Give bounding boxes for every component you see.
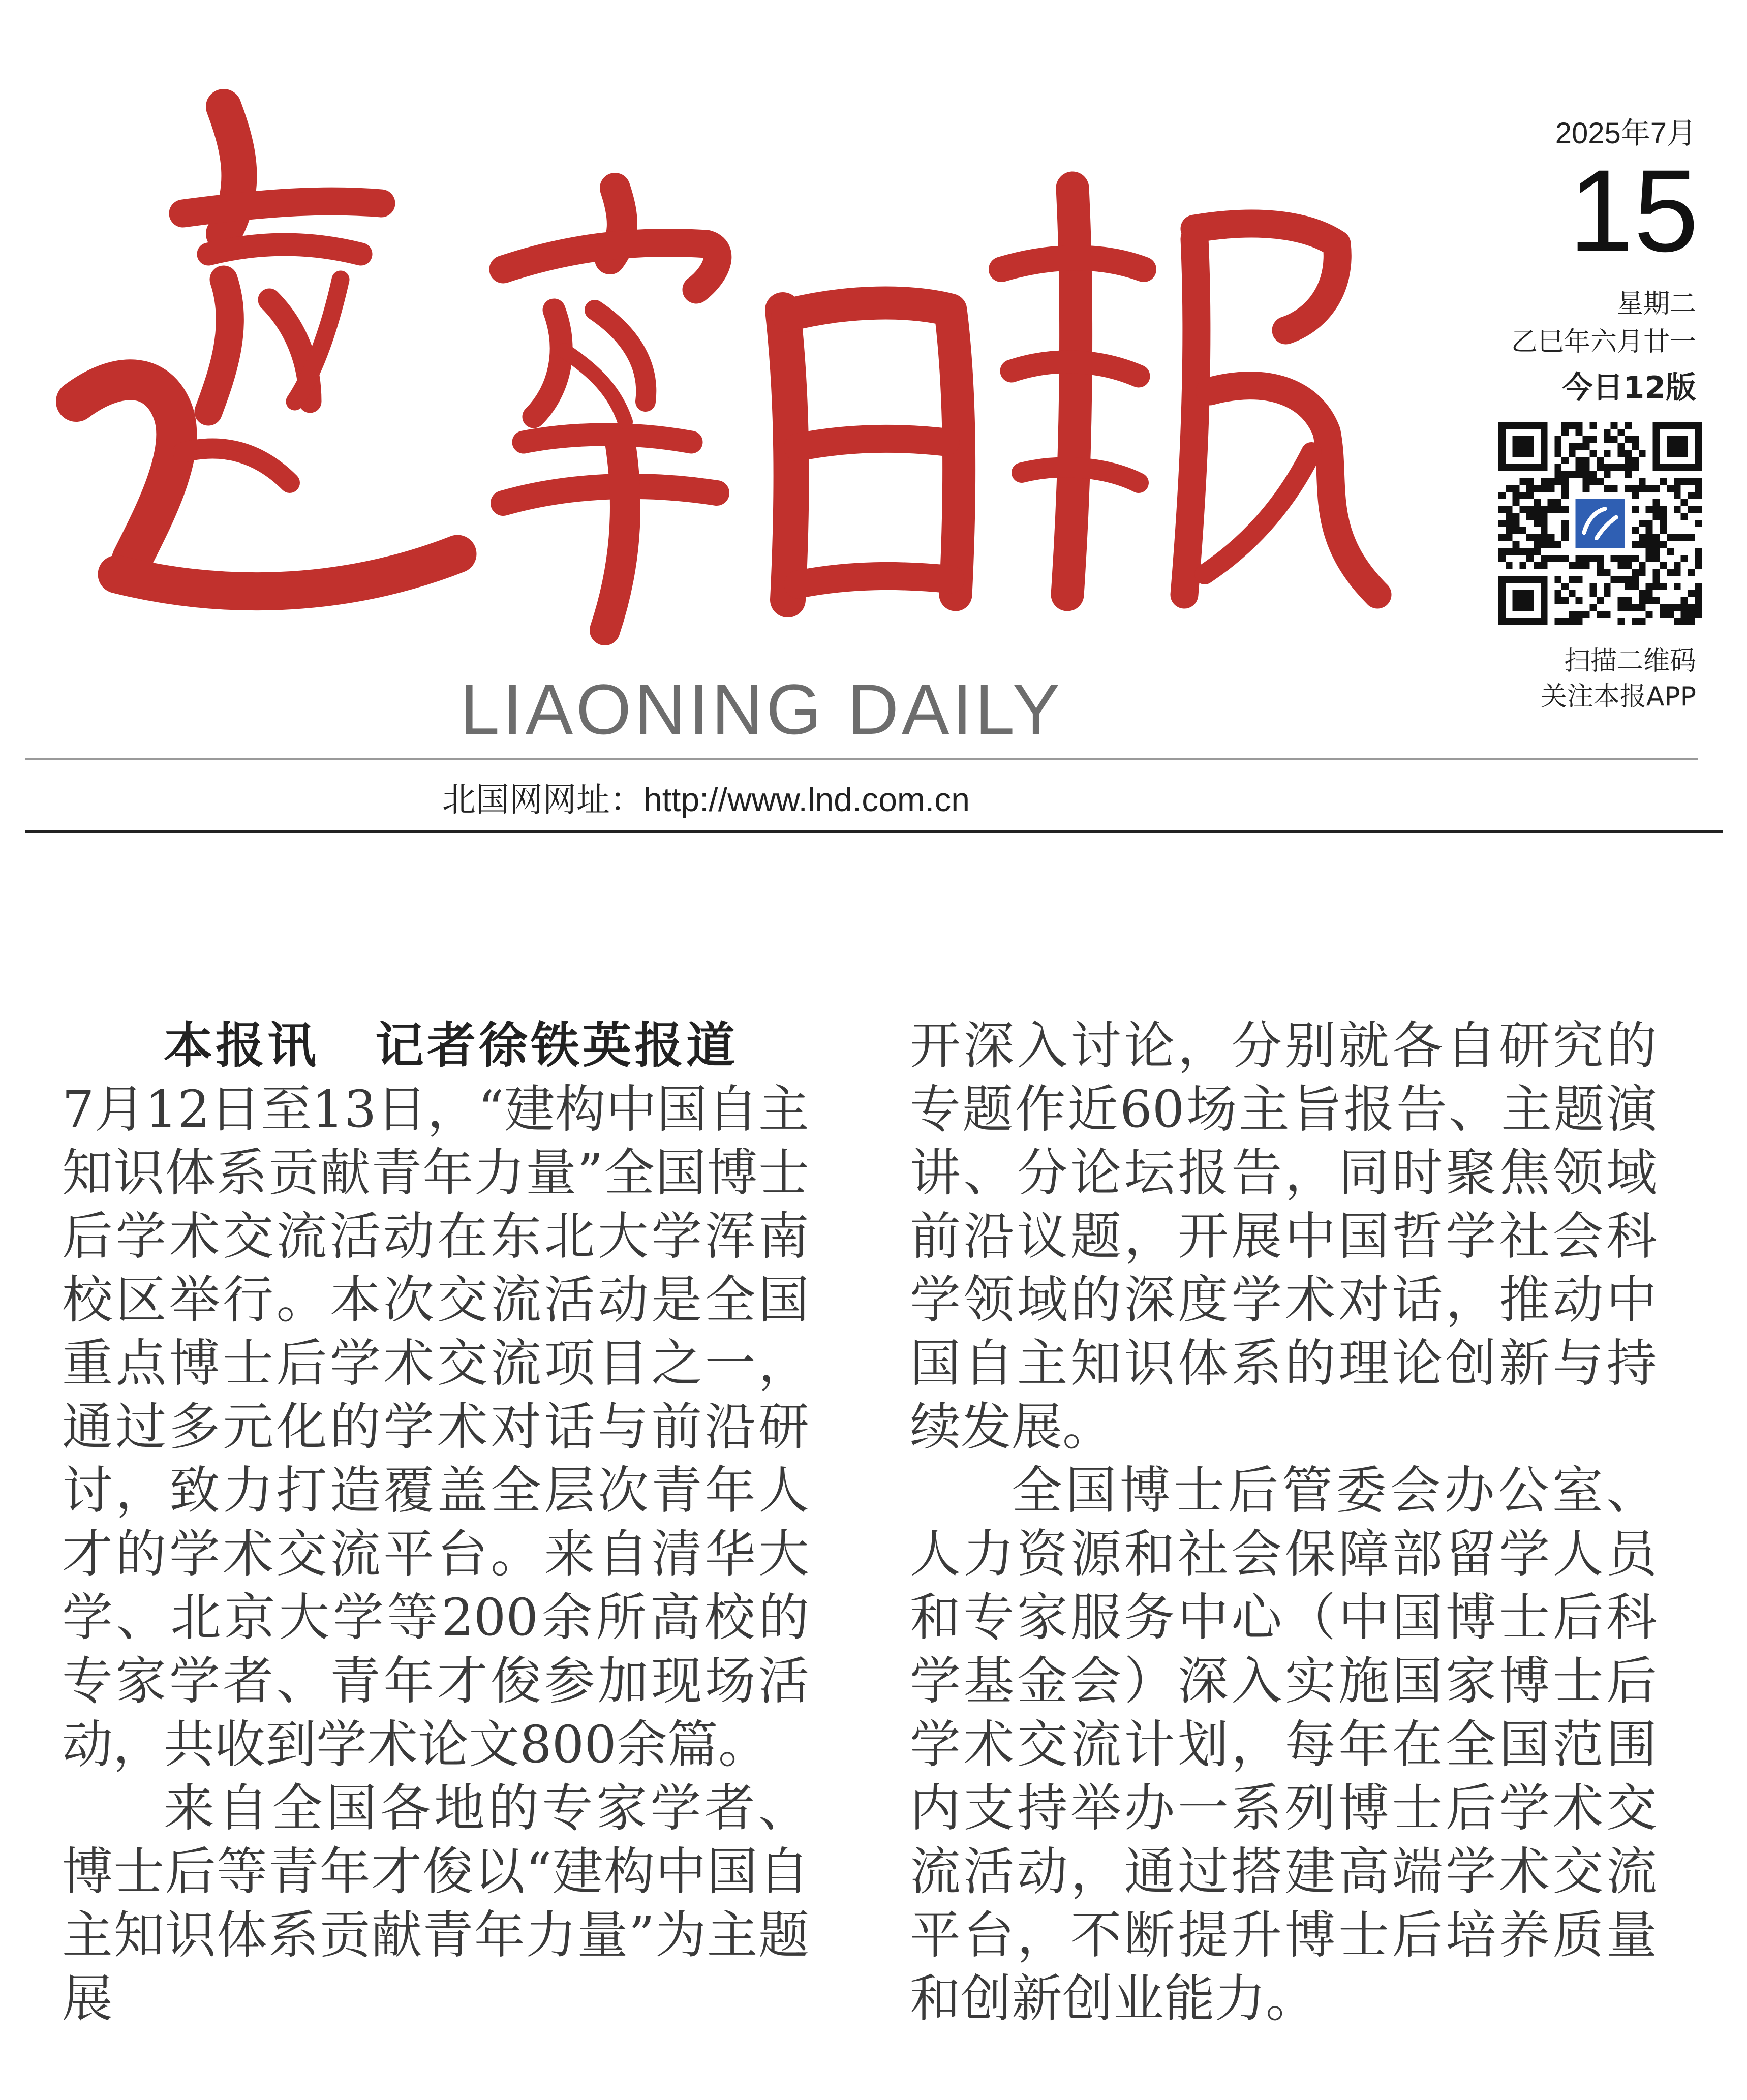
issue-weekday: 星期二 bbox=[1616, 289, 1696, 319]
article-paragraph-2-end: 开深入讨论，分别就各自研究的专题作近60场主旨报告、主题演讲、分论坛报告，同时聚焦领域前沿议题，开展中国哲学社会科学领域的深度学术对话，推动中国自主知识体系的理论创新与持续发展。 bbox=[910, 1016, 1657, 1457]
masthead-logo bbox=[56, 86, 1403, 676]
article-column-right bbox=[910, 1014, 1657, 2030]
article-paragraph-1: 7月12日至13日，“建构中国自主知识体系贡献青年力量”全国博士后学术交流活动在东北大学浑南校区举行。本次交流活动是全国重点博士后学术交流项目之一，通过多元化的学术对话与前沿研讨，致力打造覆盖全层次青年人才的学术交流平台。来自清华大学、北京大学等200余所高校的专家学者、青年才俊参加现场活动，共收到学术论文800余篇。 bbox=[62, 1079, 809, 1774]
qr-code-icon[interactable] bbox=[1498, 422, 1702, 625]
calligraphy-logo-icon bbox=[56, 86, 1403, 676]
issue-day: 15 bbox=[1569, 145, 1699, 276]
byline-source: 本报讯 bbox=[164, 1017, 319, 1074]
byline-reporter: 记者徐铁英报道 bbox=[375, 1017, 738, 1074]
article-column-left bbox=[62, 1014, 809, 2030]
website-address: 北国网网址：http://www.lnd.com.cn bbox=[442, 781, 970, 818]
issue-year-month: 2025年7月 bbox=[1555, 117, 1696, 150]
masthead-divider bbox=[25, 758, 1698, 760]
article-byline bbox=[62, 1014, 809, 1077]
issue-page-count: 今日12版 bbox=[1562, 370, 1696, 406]
qr-caption-scan: 扫描二维码 bbox=[1564, 646, 1696, 676]
article-paragraph-2-start: 来自全国各地的专家学者、博士后等青年才俊以“建构中国自主知识体系贡献青年力量”为主题展 bbox=[62, 1778, 809, 2028]
qr-caption-follow: 关注本报APP bbox=[1540, 682, 1696, 712]
article-paragraph-3: 全国博士后管委会办公室、人力资源和社会保障部留学人员和专家服务中心（中国博士后科学基金会）深入实施国家博士后学术交流计划，每年在全国范围内支持举办一系列博士后学术交流活动，通过搭建高端学术交流平台，不断提升博士后培养质量和创新创业能力。 bbox=[910, 1461, 1657, 2028]
masthead-english-title: LIAONING DAILY bbox=[460, 669, 1063, 749]
issue-lunar-date: 乙巳年六月廿一 bbox=[1511, 327, 1696, 357]
masthead-bottom-rule bbox=[25, 830, 1723, 833]
